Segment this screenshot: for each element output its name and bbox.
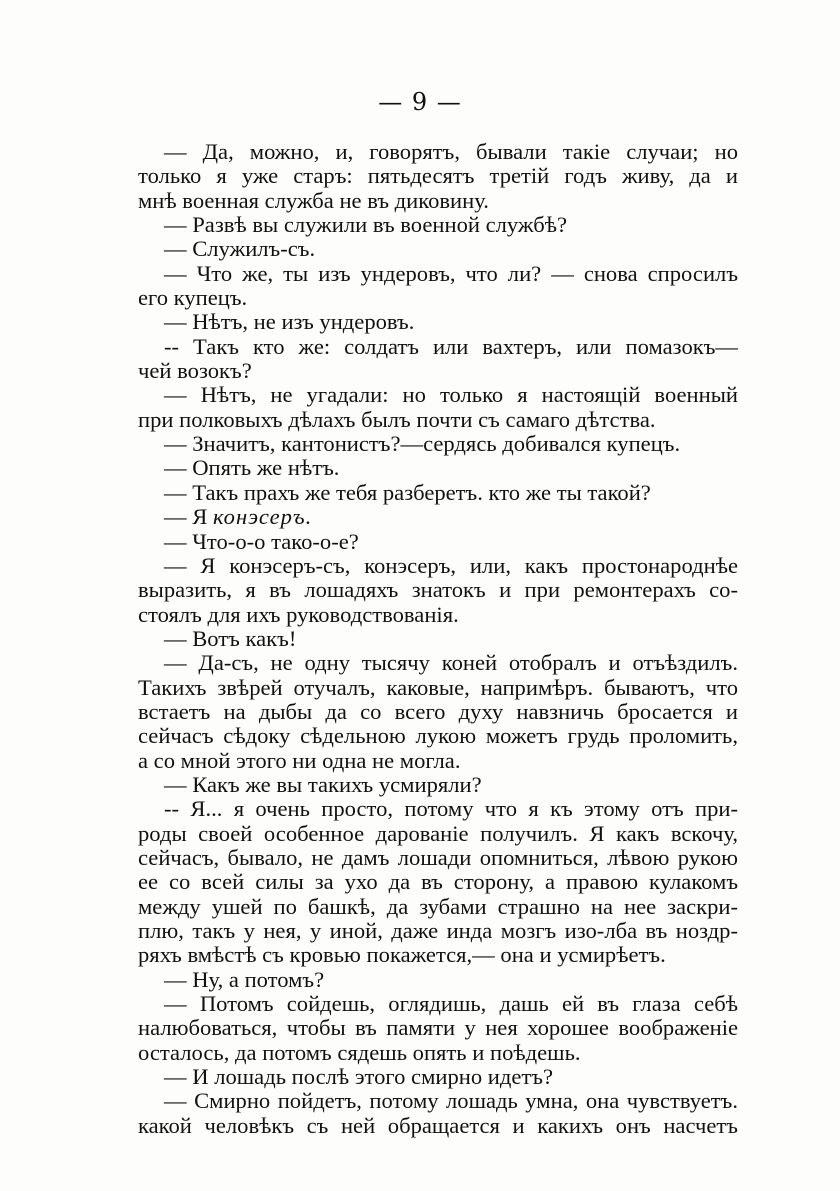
text-line: [138, 773, 738, 797]
text-line-content: его купецъ.: [138, 285, 248, 311]
text-line-content: — И лошадь послѣ этого смирно идетъ?: [164, 1064, 553, 1090]
text-line-content: сейчасъ, бывало, не дамъ лошади опомниться, лѣвою рукою: [138, 844, 738, 870]
text-line: [138, 919, 738, 943]
text-line: [138, 164, 738, 188]
text-line-content: Такихъ звѣрей отучалъ, каковые, напримѣръ. бываютъ, что: [138, 674, 738, 700]
text-line-content: — Потомъ сойдешь, оглядишь, дашь ей въ глаза себѣ: [164, 991, 738, 1017]
text-line: [138, 870, 738, 894]
text-line: [138, 1016, 738, 1040]
text-line: [138, 456, 738, 480]
text-line-content: — Нѣтъ, не угадали: но только я настоящій военный: [164, 382, 738, 408]
text-line: [138, 505, 738, 529]
text-line-content: — Опять же нѣтъ.: [164, 455, 340, 481]
text-line: [138, 676, 738, 700]
text-line: [138, 383, 738, 407]
text-line: [138, 578, 738, 602]
text-line: [138, 943, 738, 967]
text-line-content: стоялъ для ихъ руководствованія.: [138, 601, 459, 627]
text-line-content: сейчасъ сѣдоку сѣдельною лукою можетъ грудь проломить,: [138, 723, 738, 749]
text-line: [138, 408, 738, 432]
text-line: [138, 1114, 738, 1138]
text-line: [138, 1089, 738, 1113]
text-line-content: -- Я... я очень просто, потому что я къ этому отъ при-: [164, 796, 738, 822]
text-line: [138, 189, 738, 213]
text-line-content: выразить, я въ лошадяхъ знатокъ и при ремонтерахъ со-: [138, 577, 738, 603]
text-line: [138, 1065, 738, 1089]
text-line-content: осталось, да потомъ сядешь опять и поѣдешь.: [138, 1039, 581, 1065]
text-line-content: между ушей по башкѣ, да зубами страшно на нее заскри-: [138, 893, 738, 919]
text-line: [138, 822, 738, 846]
text-line: [138, 481, 738, 505]
text-line: [138, 310, 738, 334]
text-line: [138, 797, 738, 821]
text-line-content: мнѣ военная служба не въ диковину.: [138, 187, 489, 213]
text-line-content: только я уже старъ: пятьдесятъ третій годъ живу, да и: [138, 163, 738, 189]
text-line-content: — Что же, ты изъ ундеровъ, что ли? — снова спросилъ: [164, 260, 738, 286]
body-text: [138, 140, 738, 1138]
emphasized-word: конэсеръ.: [212, 504, 313, 530]
text-line-content: -- Такъ кто же: солдатъ или вахтеръ, или помазокъ—: [164, 333, 738, 359]
text-line-content: — Я: [164, 504, 213, 530]
text-line: [138, 262, 738, 286]
text-line: [138, 603, 738, 627]
text-line: [138, 530, 738, 554]
text-line-content: — Вотъ какъ!: [164, 625, 297, 651]
text-line-content: — Нѣтъ, не изъ ундеровъ.: [164, 309, 415, 335]
text-line: [138, 627, 738, 651]
text-line: [138, 432, 738, 456]
text-line: [138, 140, 738, 164]
text-line-content: — Такъ прахъ же тебя разберетъ. кто же ты такой?: [164, 479, 651, 505]
text-line-content: — Да-съ, не одну тысячу коней отобралъ и отъѣздилъ.: [164, 650, 738, 676]
text-line-content: — Смирно пойдетъ, потому лошадь умна, она чувствуетъ.: [164, 1088, 738, 1114]
text-line-content: налюбоваться, чтобы въ памяти у нея хорошее воображеніе: [138, 1015, 738, 1041]
text-line-content: — Да, можно, и, говорятъ, бывали такіе случаи; но: [164, 139, 738, 164]
text-line: [138, 700, 738, 724]
text-line-content: — Что-о-о тако-о-е?: [164, 528, 359, 554]
text-line-content: — Значитъ, кантонистъ?—сердясь добивался купецъ.: [164, 431, 681, 457]
text-line: [138, 749, 738, 773]
text-line: [138, 724, 738, 748]
text-line-content: — Какъ же вы такихъ усмиряли?: [164, 771, 482, 797]
text-line: [138, 846, 738, 870]
page-number: — 9 —: [378, 88, 462, 116]
text-line: [138, 286, 738, 310]
text-line: [138, 1041, 738, 1065]
text-line-content: чей возокъ?: [138, 358, 252, 384]
text-line-content: ряхъ вмѣстѣ съ кровью покажется,— она и усмирѣетъ.: [138, 942, 666, 968]
text-line-content: а со мной этого ни одна не могла.: [138, 747, 461, 773]
text-line: [138, 335, 738, 359]
text-line: [138, 359, 738, 383]
text-line-content: роды своей особенное дарованіе получилъ. Я какъ вскочу,: [138, 820, 738, 846]
text-line: [138, 554, 738, 578]
text-line-content: — Я конэсеръ-съ, конэсеръ, или, какъ простонароднѣе: [164, 552, 738, 578]
text-line-content: ее со всей силы за ухо да въ сторону, а правою кулакомъ: [138, 869, 738, 895]
text-line: [138, 968, 738, 992]
text-line-content: — Ну, а потомъ?: [164, 966, 325, 992]
text-line-content: плю, такъ у нея, у иной, даже инда мозгъ изо-лба въ ноздр-: [138, 918, 738, 943]
text-line-content: — Развѣ вы служили въ военной службѣ?: [164, 212, 568, 238]
text-line: [138, 992, 738, 1016]
text-line-content: при полковыхъ дѣлахъ былъ почти съ самаго дѣтства.: [138, 406, 656, 432]
text-line-content: какой человѣкъ съ ней обращается и какихъ онъ насчетъ: [138, 1112, 738, 1138]
text-line: [138, 651, 738, 675]
text-line: [138, 237, 738, 261]
text-line-content: — Служилъ-съ.: [164, 236, 316, 262]
text-line-content: встаетъ на дыбы да со всего духу навзничь бросается и: [138, 698, 738, 724]
text-line: [138, 895, 738, 919]
text-line: [138, 213, 738, 237]
